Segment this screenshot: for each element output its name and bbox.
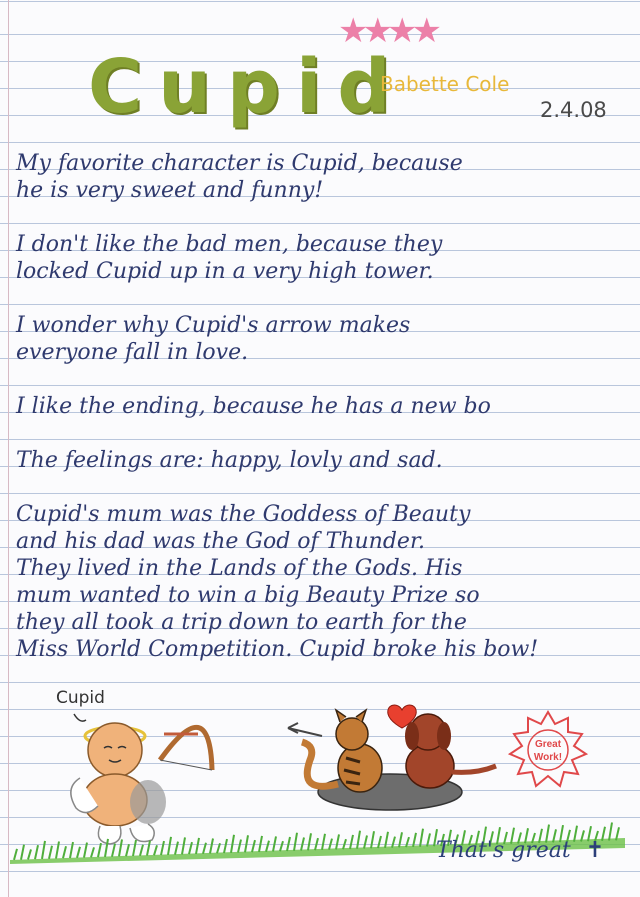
grass-blade [322,834,325,850]
grass-blade [420,829,423,847]
grass-blade [315,838,318,850]
grass-blade [105,839,108,857]
grass-blade [203,843,206,854]
star-icon: ★ [338,11,363,51]
grass-blade [91,847,94,857]
grass-blade [63,846,66,858]
grass-blade [147,841,150,856]
margin-line [8,0,9,897]
paragraph-line: My favorite character is Cupid, because [16,151,463,176]
grass-blade [182,837,185,854]
paragraph-line: I like the ending, because he has a new bo [16,394,491,419]
grass-blade [168,837,171,855]
grass-blade [119,839,122,856]
paragraph-line: Cupid's mum was the Goddess of Beauty [16,502,471,527]
grass-blade [112,844,115,857]
grass-blade [287,837,290,851]
grass-blade [308,833,311,850]
grass-blade [49,846,52,859]
great-work-stamp [508,710,588,790]
grass-blade [77,847,80,858]
paragraph-line: and his dad was the God of Thunder. [16,529,426,554]
star-icon: ★ [386,11,412,51]
grass-blade [392,837,395,848]
paragraph-line: They lived in the Lands of the Gods. His [16,556,463,581]
grass-blade [140,845,143,856]
date: 2.4.08 [540,98,607,122]
paragraph-line: I don't like the bad men, because they [16,232,443,257]
grass-blade [189,842,192,854]
star-icon: ★ [362,11,387,51]
grass-blade [35,845,38,859]
author-name: Babette Cole [380,72,510,96]
cross-icon: ✝ [585,838,605,863]
grass-blade [238,840,241,853]
grass-blade [217,843,220,853]
grass-blade [364,835,367,848]
grass-blade [343,839,346,849]
grass-blade [378,836,381,848]
stamp-text-line: Work! [533,752,563,763]
stamp-text-line: Great [534,739,562,750]
grass-blade [266,841,269,852]
grass-blade [385,832,388,848]
grass-blade [224,839,227,853]
grass-blade [350,835,353,849]
grass-blade [301,838,304,851]
grass-blade [280,841,283,851]
grass-blade [210,838,213,853]
teacher-comment [436,838,604,863]
grass-blade [329,839,332,850]
grass-blade [175,842,178,855]
grass-blade [133,840,136,856]
rating-stars [338,11,436,51]
grass-blade [161,841,164,855]
grass-blade [42,841,45,859]
grass-blade [413,833,416,847]
grass-blade [14,849,17,860]
grass-blade [259,836,262,852]
grass-blade [399,832,402,847]
star-icon: ★ [411,11,436,51]
grass-blade [126,844,129,856]
grass-blade [336,834,339,849]
paragraph-line: The feelings are: happy, lovly and sad. [16,448,443,473]
grass-blade [406,837,409,847]
grass-blade [56,842,59,859]
grass-blade [252,840,255,852]
paragraph-line: mum wanted to win a big Beauty Prize so [16,583,480,608]
paragraph-line: they all took a trip down to earth for the [16,610,467,635]
grass-blade [84,843,87,858]
teacher-comment-text: That's great [436,838,571,863]
grass-blade [609,823,612,841]
page-title: Cupid [88,44,407,130]
paragraph-line: he is very sweet and funny! [16,178,324,203]
drawing-caption: Cupid [56,688,105,708]
grass-blade [245,835,248,852]
grass-blade [154,845,157,855]
paragraph-line: Miss World Competition. Cupid broke his bow! [16,637,539,662]
grass-blade [98,843,101,857]
grass-blade [231,835,234,853]
paragraph-line: I wonder why Cupid's arrow makes [16,313,411,338]
paragraph-line: everyone fall in love. [16,340,249,365]
grass-blade [70,842,73,858]
grass-blade [28,849,31,859]
grass-blade [273,836,276,851]
paragraph-line: locked Cupid up in a very high tower. [16,259,434,284]
grass-blade [371,831,374,848]
grass-blade [357,831,360,849]
grass-blade [21,845,24,860]
grass-blade [294,833,297,851]
grass-blade [427,833,430,846]
cat-and-dog-drawing [282,688,502,818]
grass-blade [196,838,199,854]
